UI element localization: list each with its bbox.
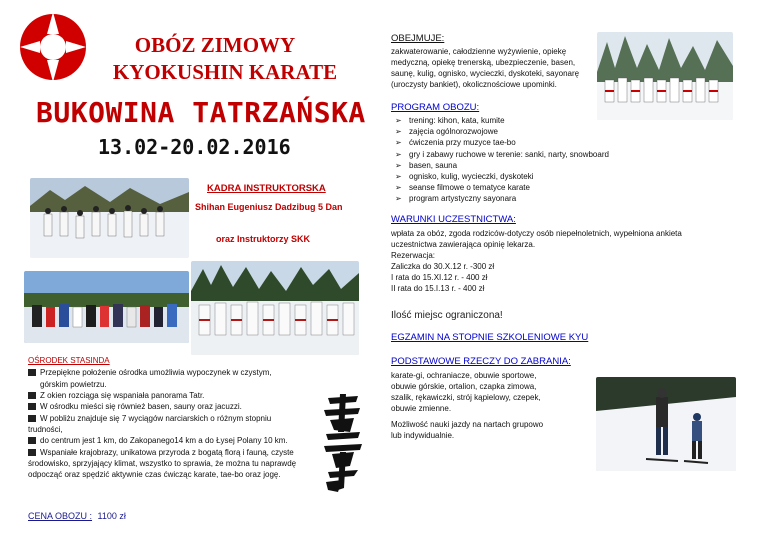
zabrania-line: obuwie górskie, ortalion, czapka zimowa, [391, 382, 537, 391]
obejmuje-heading: OBEJMUJE: [391, 33, 445, 44]
osrodek-line: środowisko, sprzyjający klimat, wszystko to sprawia, że można tu naprawdę [28, 459, 297, 468]
program-item: ➢ trening: kihon, kata, kumite [395, 116, 505, 125]
photo-group-children [24, 271, 189, 343]
obejmuje-line: zakwaterowanie, całodzienne wyżywienie, opiekę [391, 47, 567, 56]
warunki-line: Rezerwacja: [391, 251, 436, 260]
square-bullet-icon [28, 415, 36, 422]
photo-skiing [596, 377, 736, 471]
camp-location: BUKOWINA TATRZAŃSKA [36, 96, 366, 129]
title-line-2: KYOKUSHIN KARATE [112, 60, 338, 84]
osrodek-list [28, 367, 328, 480]
price-row [28, 511, 126, 521]
program-heading: PROGRAM OBOZU: [391, 102, 480, 113]
price-label: CENA OBOZU : [28, 511, 93, 521]
photo-kids-group-snow [597, 32, 733, 120]
square-bullet-icon [28, 437, 36, 444]
zabrania-line: karate-gi, ochraniacze, obuwie sportowe, [391, 371, 537, 380]
osrodek-item: W ośrodku mieści się również basen, sauny oraz jacuzzi. [28, 401, 328, 413]
arrow-bullet-icon: ➢ [395, 160, 402, 170]
osrodek-item: Przepiękne położenie ośrodka umożliwia wypoczynek w czystym, [28, 367, 328, 379]
program-item: ➢ basen, sauna [395, 160, 458, 170]
square-bullet-icon [28, 449, 36, 456]
kadra-heading: KADRA INSTRUKTORSKA [207, 183, 326, 194]
arrow-bullet-icon: ➢ [395, 149, 402, 159]
warunki-heading: WARUNKI UCZESTNICTWA: [391, 214, 516, 225]
photo-winter-training [30, 178, 189, 258]
square-bullet-icon [28, 403, 36, 410]
kadra-other-instructors: oraz Instruktorzy SKK [216, 234, 311, 244]
arrow-bullet-icon: ➢ [395, 172, 402, 182]
ski-line: Możliwość nauki jazdy na nartach grupowo [391, 420, 544, 429]
arrow-bullet-icon: ➢ [395, 138, 402, 148]
warunki-line: wpłata za obóz, zgoda rodziców-dotyczy osób niepełnoletnich, wypełniona ankieta [391, 229, 682, 238]
program-list [395, 115, 655, 205]
limit-notice: Ilość miejsc ograniczona! [391, 310, 503, 321]
osrodek-line: trudności, [28, 425, 63, 434]
osrodek-line: górskim powietrzu. [40, 379, 107, 389]
zabrania-text [391, 370, 591, 414]
obejmuje-text [391, 46, 601, 90]
program-item: ➢ ćwiczenia przy muzyce tae-bo [395, 138, 516, 148]
arrow-bullet-icon: ➢ [395, 127, 402, 137]
zabrania-line: obuwie zmienne. [391, 404, 452, 413]
osrodek-heading: OŚRODEK STASINDA [28, 356, 110, 365]
warunki-line: uczestnictwa zawierająca opinię lekarza. [391, 240, 536, 249]
kyokushin-logo [18, 10, 88, 84]
obejmuje-line: medyczną, opiekę trenerską, ubezpieczenie, basen, [391, 58, 576, 67]
kyokushin-calligraphy-icon [320, 392, 366, 494]
ski-lessons-text [391, 419, 591, 441]
camp-dates: 13.02-20.02.2016 [98, 135, 291, 159]
warunki-line: II rata do 15.I.13 r. - 400 zł [391, 284, 485, 293]
program-item: ➢ seanse filmowe o tematyce karate [395, 183, 530, 193]
ski-line: lub indywidualnie. [391, 431, 455, 440]
arrow-bullet-icon: ➢ [395, 194, 402, 204]
warunki-line: Zaliczka do 30.X.12 r. -300 zł [391, 262, 495, 271]
obejmuje-line: saunę, kulig, ognisko, wycieczki, dyskoteki, sayonarę [391, 69, 580, 78]
arrow-bullet-icon: ➢ [395, 116, 402, 125]
arrow-bullet-icon: ➢ [395, 183, 402, 193]
program-item: ➢ zajęcia ogólnorozwojowe [395, 127, 498, 137]
zabrania-line: szalik, rękawiczki, strój kąpielowy, czepek, [391, 393, 541, 402]
zabrania-heading: PODSTAWOWE RZECZY DO ZABRANIA: [391, 356, 571, 367]
program-item: ➢ program artystyczny sayonara [395, 194, 517, 204]
price-value: 1100 zł [97, 511, 126, 521]
program-item: ➢ gry i zabawy ruchowe w terenie: sanki, narty, snowboard [395, 149, 609, 159]
osrodek-item: Z okien rozciąga się wspaniała panorama Tatr. [28, 390, 328, 402]
warunki-text [391, 228, 721, 294]
photo-karate-group [191, 261, 359, 355]
obejmuje-line: (uroczysty bankiet), okolicznościowe upominki. [391, 80, 557, 89]
osrodek-line: odpocząć oraz spędzić aktywnie czas ćwicząc karate, tae-bo oraz jogę. [28, 470, 281, 479]
square-bullet-icon [28, 392, 36, 399]
kadra-main-instructor: Shihan Eugeniusz Dadzibug 5 Dan [195, 202, 343, 212]
program-item: ➢ ognisko, kulig, wycieczki, dyskoteki [395, 172, 534, 182]
square-bullet-icon [28, 369, 36, 376]
osrodek-item: Wspaniałe krajobrazy, unikatowa przyroda z bogatą florą i fauną, czyste [28, 447, 328, 459]
osrodek-item: do centrum jest 1 km, do Zakopanego14 km a do Łysej Polany 10 km. [28, 435, 328, 447]
title-line-1: OBÓZ ZIMOWY [134, 33, 296, 57]
exam-notice: EGZAMIN NA STOPNIE SZKOLENIOWE KYU [391, 332, 589, 343]
osrodek-item: W pobliżu znajduje się 7 wyciągów narciarskich o różnym stopniu [28, 413, 328, 425]
warunki-line: I rata do 15.XI.12 r. - 400 zł [391, 273, 488, 282]
